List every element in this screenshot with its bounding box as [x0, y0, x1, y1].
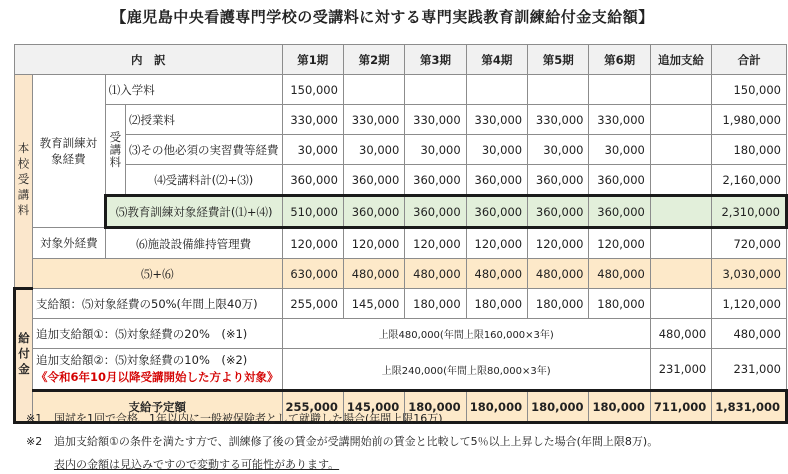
table-row: [15, 75, 787, 105]
cell: [650, 228, 711, 259]
merged-cap-cell: 上限240,000(年間上限80,000×3年): [282, 349, 650, 391]
cell: 30,000: [282, 135, 343, 165]
footnote-3: 表内の金額は見込みですので変動する可能性があります。: [54, 458, 340, 471]
benefit-table: [13, 44, 788, 424]
cell: 360,000: [589, 196, 650, 228]
row-label: ⑷受講料計(⑵+⑶): [125, 165, 282, 196]
cell: 180,000: [528, 391, 589, 423]
table-row: [15, 289, 787, 319]
cell: 630,000: [282, 259, 343, 289]
cell: 180,000: [528, 289, 589, 319]
table-row-sum: [15, 259, 787, 289]
cell: 360,000: [343, 196, 404, 228]
cell: 480,000: [343, 259, 404, 289]
row-label: ⑶その他必須の実習費等経費: [125, 135, 282, 165]
cell: [650, 135, 711, 165]
cell: [343, 75, 404, 105]
cell: 145,000: [343, 289, 404, 319]
cell: 120,000: [528, 228, 589, 259]
cell: 180,000: [405, 289, 466, 319]
footnote-1: [26, 410, 443, 426]
cell: [528, 75, 589, 105]
row-label: 支給額：⑸対象経費の50%(年間上限40万): [33, 289, 283, 319]
footnote-text: 国試を1回で合格、1年以内に一般被保険者として就職した場合(年間上限16万): [54, 412, 443, 425]
tuition-section-label: 本校受講料: [15, 75, 33, 289]
cell: 330,000: [343, 105, 404, 135]
cell: 480,000: [466, 259, 527, 289]
header-col-3: 第3期: [405, 45, 466, 75]
row-label: ⑸教育訓練対象経費計(⑴+⑷): [105, 196, 282, 228]
page-title: 【鹿児島中央看護専門学校の受講料に対する専門実践教育訓練給付金支給額】: [111, 8, 654, 26]
cell: 145,000: [343, 391, 404, 423]
header-col-6: 第6期: [589, 45, 650, 75]
header-col-additional: 追加支給: [650, 45, 711, 75]
table-row: [15, 135, 787, 165]
cell: 180,000: [712, 135, 787, 165]
header-col-4: 第4期: [466, 45, 527, 75]
cell: 480,000: [405, 259, 466, 289]
cell: 180,000: [589, 391, 650, 423]
cell: 255,000: [282, 289, 343, 319]
cell: 180,000: [589, 289, 650, 319]
training-target-label: 教育訓練対象経費: [33, 75, 106, 228]
cell: 180,000: [466, 391, 527, 423]
table-row: [15, 105, 787, 135]
cell: 360,000: [405, 196, 466, 228]
cell: 480,000: [528, 259, 589, 289]
row-label: 追加支給額①：⑸対象経費の20% (※1): [33, 319, 283, 349]
cell: 330,000: [282, 105, 343, 135]
table-row: [15, 228, 787, 259]
footnote-mark: ※1: [26, 412, 43, 425]
cell: [589, 75, 650, 105]
table-row: [15, 319, 787, 349]
cell: 180,000: [405, 391, 466, 423]
header-col-2: 第2期: [343, 45, 404, 75]
cell: [405, 75, 466, 105]
cell: 120,000: [589, 228, 650, 259]
footnote-mark: ※2: [26, 435, 43, 448]
cell: 360,000: [343, 165, 404, 196]
cell: 150,000: [712, 75, 787, 105]
header-item: 内 訳: [15, 45, 283, 75]
cell: 510,000: [282, 196, 343, 228]
cell: 720,000: [712, 228, 787, 259]
cell: 1,831,000: [712, 391, 787, 423]
cell: 120,000: [282, 228, 343, 259]
row-note: 《令和6年10月以降受講開始した方より対象》: [36, 370, 279, 384]
cell: 231,000: [712, 349, 787, 391]
row-label: ⑸+⑹: [33, 259, 283, 289]
cell: 255,000: [282, 391, 343, 423]
cell: 180,000: [466, 289, 527, 319]
cell: [650, 105, 711, 135]
table-row-highlight: [15, 196, 787, 228]
cell: 120,000: [405, 228, 466, 259]
cell: 360,000: [405, 165, 466, 196]
cell: 120,000: [466, 228, 527, 259]
cell: [650, 75, 711, 105]
row-label: 支給予定額: [33, 391, 283, 423]
cell: 150,000: [282, 75, 343, 105]
cell: 330,000: [405, 105, 466, 135]
cell: [466, 75, 527, 105]
header-col-1: 第1期: [282, 45, 343, 75]
cell: 120,000: [343, 228, 404, 259]
row-label: ⑵授業料: [125, 105, 282, 135]
cell: 480,000: [589, 259, 650, 289]
cell: 360,000: [528, 165, 589, 196]
cell: 1,980,000: [712, 105, 787, 135]
cell: [650, 289, 711, 319]
row-label: ⑴入学料: [105, 75, 282, 105]
header-row: [15, 45, 787, 75]
footnote-text: 追加支給額①の条件を満たす方で、訓練修了後の賃金が受講開始前の賃金と比較して5％以上上昇した場合(年間上限8万)。: [54, 435, 659, 448]
cell: 711,000: [650, 391, 711, 423]
cell: 30,000: [528, 135, 589, 165]
cell: [650, 196, 711, 228]
cell: 360,000: [528, 196, 589, 228]
table-row: [15, 165, 787, 196]
row-label: ⑹施設設備維持管理費: [105, 228, 282, 259]
header-col-total: 合計: [712, 45, 787, 75]
cell: 330,000: [589, 105, 650, 135]
cell: 2,160,000: [712, 165, 787, 196]
cell: 360,000: [282, 165, 343, 196]
cell: 30,000: [466, 135, 527, 165]
footnote-2: [26, 433, 658, 449]
table-row: [15, 349, 787, 391]
cell: 30,000: [405, 135, 466, 165]
cell: 3,030,000: [712, 259, 787, 289]
cell: 480,000: [712, 319, 787, 349]
non-target-label: 対象外経費: [33, 228, 106, 259]
cell: 330,000: [466, 105, 527, 135]
jukoryo-label: 受講料: [105, 105, 125, 196]
header-col-5: 第5期: [528, 45, 589, 75]
cell: [650, 259, 711, 289]
merged-cap-cell: 上限480,000(年間上限160,000×3年): [282, 319, 650, 349]
benefit-section-label: 給付金: [15, 289, 33, 423]
cell: 2,310,000: [712, 196, 787, 228]
row-label-block: [33, 349, 283, 391]
cell: 360,000: [466, 196, 527, 228]
cell: 30,000: [589, 135, 650, 165]
cell: 330,000: [528, 105, 589, 135]
cell: [650, 165, 711, 196]
cell: 480,000: [650, 319, 711, 349]
cell: 30,000: [343, 135, 404, 165]
cell: 231,000: [650, 349, 711, 391]
cell: 360,000: [589, 165, 650, 196]
cell: 1,120,000: [712, 289, 787, 319]
row-label: 追加支給額②：⑸対象経費の10% (※2): [36, 353, 248, 367]
cell: 360,000: [466, 165, 527, 196]
